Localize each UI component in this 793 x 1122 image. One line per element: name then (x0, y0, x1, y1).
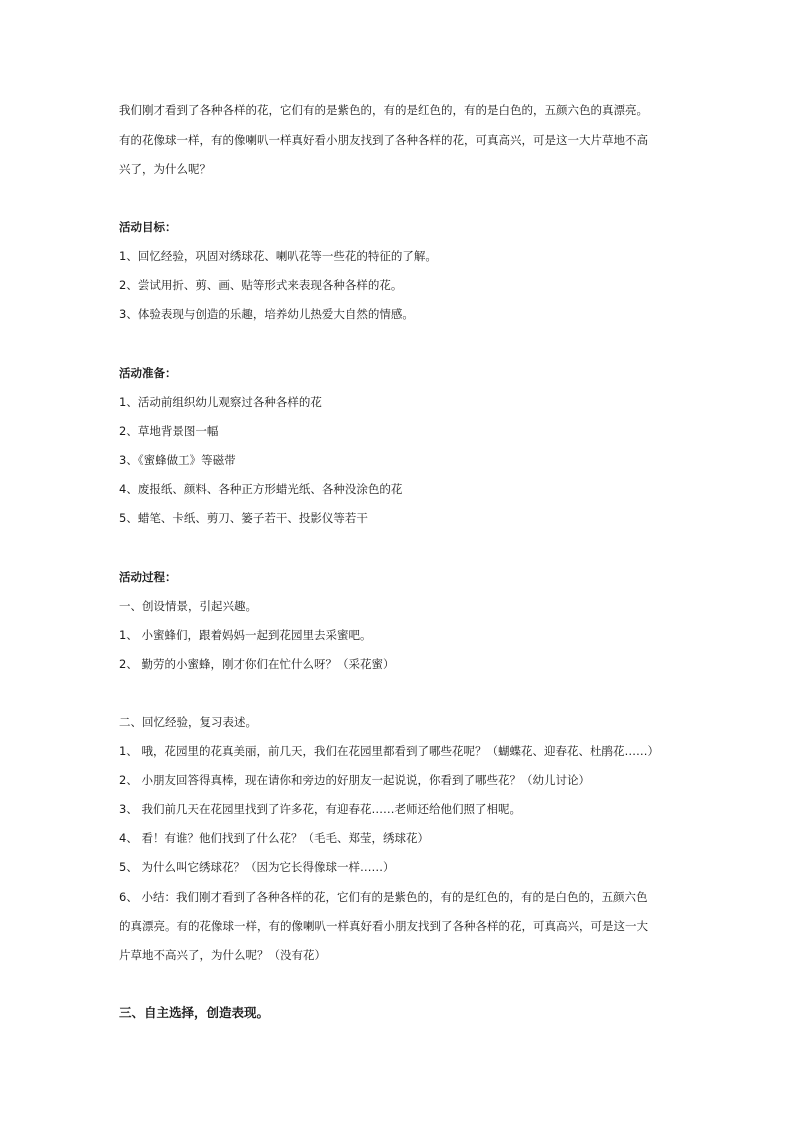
process-part2-item-2: 2、 小朋友回答得真棒，现在请你和旁边的好朋友一起说说，你看到了哪些花？（幼儿讨论） (119, 773, 590, 787)
process-part1-item-1: 1、 小蜜蜂们，跟着妈妈一起到花园里去采蜜吧。 (119, 628, 372, 642)
process-part1-item-2: 2、 勤劳的小蜜蜂，刚才你们在忙什么呀？（采花蜜） (119, 657, 395, 671)
goals-heading: 活动目标： (119, 220, 177, 234)
process-part2-item-3: 3、 我们前几天在花园里找到了许多花，有迎春花……老师还给他们照了相呢。 (119, 802, 521, 816)
intro-line-2: 有的花像球一样，有的像喇叭一样真好看小朋友找到了各种各样的花，可真高兴，可是这一大片草地不高 (119, 133, 648, 147)
process-part2-item-6-cont-1: 的真漂亮。有的花像球一样，有的像喇叭一样真好看小朋友找到了各种各样的花，可真高兴，可是这一大 (119, 919, 648, 933)
process-part1-title: 一、创设情景，引起兴趣。 (119, 599, 257, 613)
prep-heading: 活动准备： (119, 366, 177, 380)
intro-line-1: 我们刚才看到了各种各样的花，它们有的是紫色的，有的是红色的，有的是白色的，五颜六色的真漂亮。 (119, 103, 648, 117)
prep-item-1: 1、活动前组织幼儿观察过各种各样的花 (119, 395, 322, 409)
process-part2-item-1: 1、 哦，花园里的花真美丽，前几天，我们在花园里都看到了哪些花呢？（蝴蝶花、迎春花、杜鹃花……） (119, 744, 659, 758)
process-part2-item-5: 5、 为什么叫它绣球花？（因为它长得像球一样……） (119, 860, 395, 874)
process-part2-title: 二、回忆经验，复习表述。 (119, 715, 257, 729)
process-part2-item-4: 4、 看！有谁？他们找到了什么花？（毛毛、郑莹，绣球花） (119, 831, 429, 845)
process-part3-title: 三、自主选择，创造表现。 (119, 1005, 270, 1020)
intro-line-3: 兴了，为什么呢？ (119, 162, 211, 176)
process-heading: 活动过程： (119, 570, 177, 584)
prep-item-5: 5、蜡笔、卡纸、剪刀、篓子若干、投影仪等若干 (119, 511, 368, 525)
process-part2-item-6: 6、 小结：我们刚才看到了各种各样的花，它们有的是紫色的，有的是红色的，有的是白色的，五颜六色 (119, 890, 648, 904)
goal-item-3: 3、体验表现与创造的乐趣，培养幼儿热爱大自然的情感。 (119, 307, 414, 321)
prep-item-2: 2、草地背景图一幅 (119, 424, 219, 438)
goal-item-2: 2、尝试用折、剪、画、贴等形式来表现各种各样的花。 (119, 278, 403, 292)
prep-item-4: 4、废报纸、颜料、各种正方形蜡光纸、各种没涂色的花 (119, 482, 403, 496)
goal-item-1: 1、回忆经验，巩固对绣球花、喇叭花等一些花的特征的了解。 (119, 249, 437, 263)
prep-item-3: 3、《蜜蜂做工》等磁带 (119, 453, 236, 467)
process-part2-item-6-cont-2: 片草地不高兴了，为什么呢？（没有花） (119, 948, 326, 962)
